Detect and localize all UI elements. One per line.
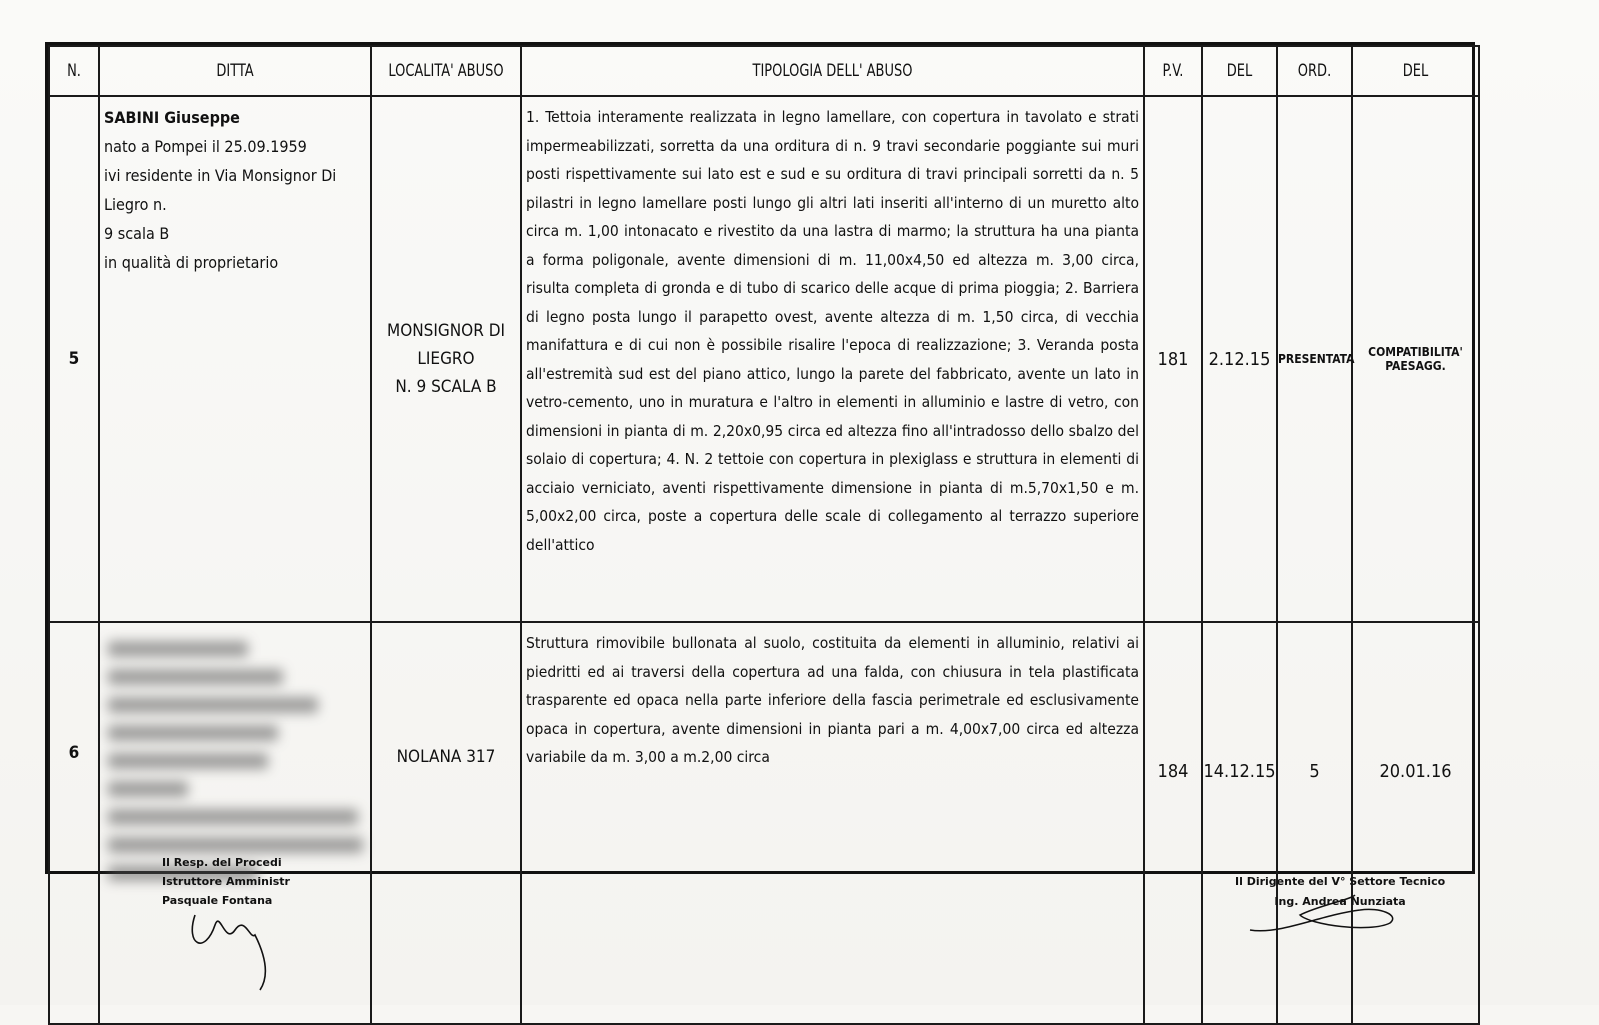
handwritten-signature-left (175, 895, 285, 995)
redacted-text (108, 669, 283, 685)
header-ord: ORD. (1283, 46, 1347, 96)
location-cell (371, 96, 521, 622)
redacted-text (108, 837, 363, 853)
header-row (49, 46, 1479, 96)
abuse-description: 1. Tettoia interamente realizzata in legno lamellare, con copertura in tavolato e strati impermeabilizzati, sorretta da una orditura di n. 9 travi secondarie poggiante sui muri posti rispettivamente sui lato est e sud e su orditura di travi principali sorretti da n. 5 pilastri in legno lamellare posti lungo gli altri lati inseriti all'interno di un muretto alto circa m. 1,00 intonacato e rivestito da una lastra di marmo; la struttura ha una pianta a forma poligonale, avente dimensioni di m. 11,00x4,50 ed altezza m. 3,00 circa, risulta completa di gronda e di tubo di scarico delle acque di prima pioggia; 2. Barriera di legno posta lungo il parapetto ovest, avente altezza di m. 1,50 circa, di vecchia manifattura e di cui non è possibile risalire l'epoca di realizzazione; 3. Veranda posta all'estremità sud est del piano attico, lungo la parete del fabbricato, avente un lato in vetro-cemento, uno in muratura e l'altro in elementi in alluminio e lastre di vetro, con dimensioni in pianta di m. 2,20x0,95 circa ed altezza fino all'intradosso dello sbalzo del solaio di copertura; 4. N. 2 tettoie con copertura in plexiglass e struttura in elementi di acciaio verniciato, aventi rispettivamente dimensione in pianta di m.5,70x1,50 e m. 5,00x2,00 circa, poste a copertura delle scale di collegamento al terrazzo superiore dell'attico (521, 96, 1144, 622)
owner-name: SABINI Giuseppe (104, 108, 240, 127)
pv-date: 14.12.15 (1202, 622, 1277, 1024)
header-pv: P.V. (1148, 46, 1197, 96)
location-line: LIEGRO (417, 349, 475, 369)
location-line: MONSIGNOR DI (387, 321, 505, 341)
abuse-table-frame (45, 42, 1475, 874)
owner-cell (99, 96, 371, 622)
abuse-description: Struttura rimovibile bullonata al suolo, costituita da elementi in alluminio, relativi ai piedritti ed ai traversi della copertura ad una falda, con chiusura in tela plastificata trasparente ed opaca nella parte inferiore della fascia perimetrale ed esclusivamente opaca in copertura, avente dimensioni in pianta pari a m. 4,00x7,00 circa ed altezza variabile da m. 3,00 a m.2,00 circa (521, 622, 1144, 1024)
signature-name: Pasquale Fontana (162, 894, 273, 907)
pv-number: 181 (1144, 96, 1202, 622)
owner-line: in qualità di proprietario (104, 253, 279, 272)
row-number: 6 (49, 622, 99, 1024)
order-date: COMPATIBILITA' PAESAGG. (1352, 96, 1479, 622)
redacted-text (108, 781, 188, 797)
location-line: NOLANA 317 (396, 747, 496, 767)
redacted-text (108, 641, 248, 657)
owner-line: 9 scala B (104, 224, 170, 243)
pv-number: 184 (1144, 622, 1202, 1024)
location-line: N. 9 SCALA B (395, 377, 497, 397)
signature-line: Istruttore Amministr (162, 875, 290, 888)
owner-line: ivi residente in Via Monsignor Di Liegro n. (104, 166, 337, 214)
order-date: 20.01.16 (1352, 622, 1479, 1024)
table-row (49, 96, 1479, 622)
signature-line: Il Resp. del Procedi (162, 856, 282, 869)
location-cell (371, 622, 521, 1024)
row-number: 5 (49, 96, 99, 622)
handwritten-signature-right (1240, 885, 1410, 945)
header-del: DEL (1208, 46, 1272, 96)
pv-date: 2.12.15 (1202, 96, 1277, 622)
order-number: 5 (1277, 622, 1352, 1024)
redacted-text (108, 697, 318, 713)
redacted-text (108, 809, 358, 825)
redacted-text (108, 753, 268, 769)
order-status: PRESENTATA (1277, 96, 1352, 622)
header-tipologia: TIPOLOGIA DELL' ABUSO (568, 46, 1098, 96)
redacted-text (108, 725, 278, 741)
signature-line: Il Dirigente del V° Settore Tecnico (1235, 875, 1446, 888)
header-localita: LOCALITA' ABUSO (382, 46, 510, 96)
signature-name: Ing. Andrea Nunziata (1274, 895, 1406, 908)
header-ditta: DITTA (119, 46, 350, 96)
header-n: N. (53, 46, 96, 96)
owner-line: nato a Pompei il 25.09.1959 (104, 137, 307, 156)
header-del-2: DEL (1362, 46, 1470, 96)
